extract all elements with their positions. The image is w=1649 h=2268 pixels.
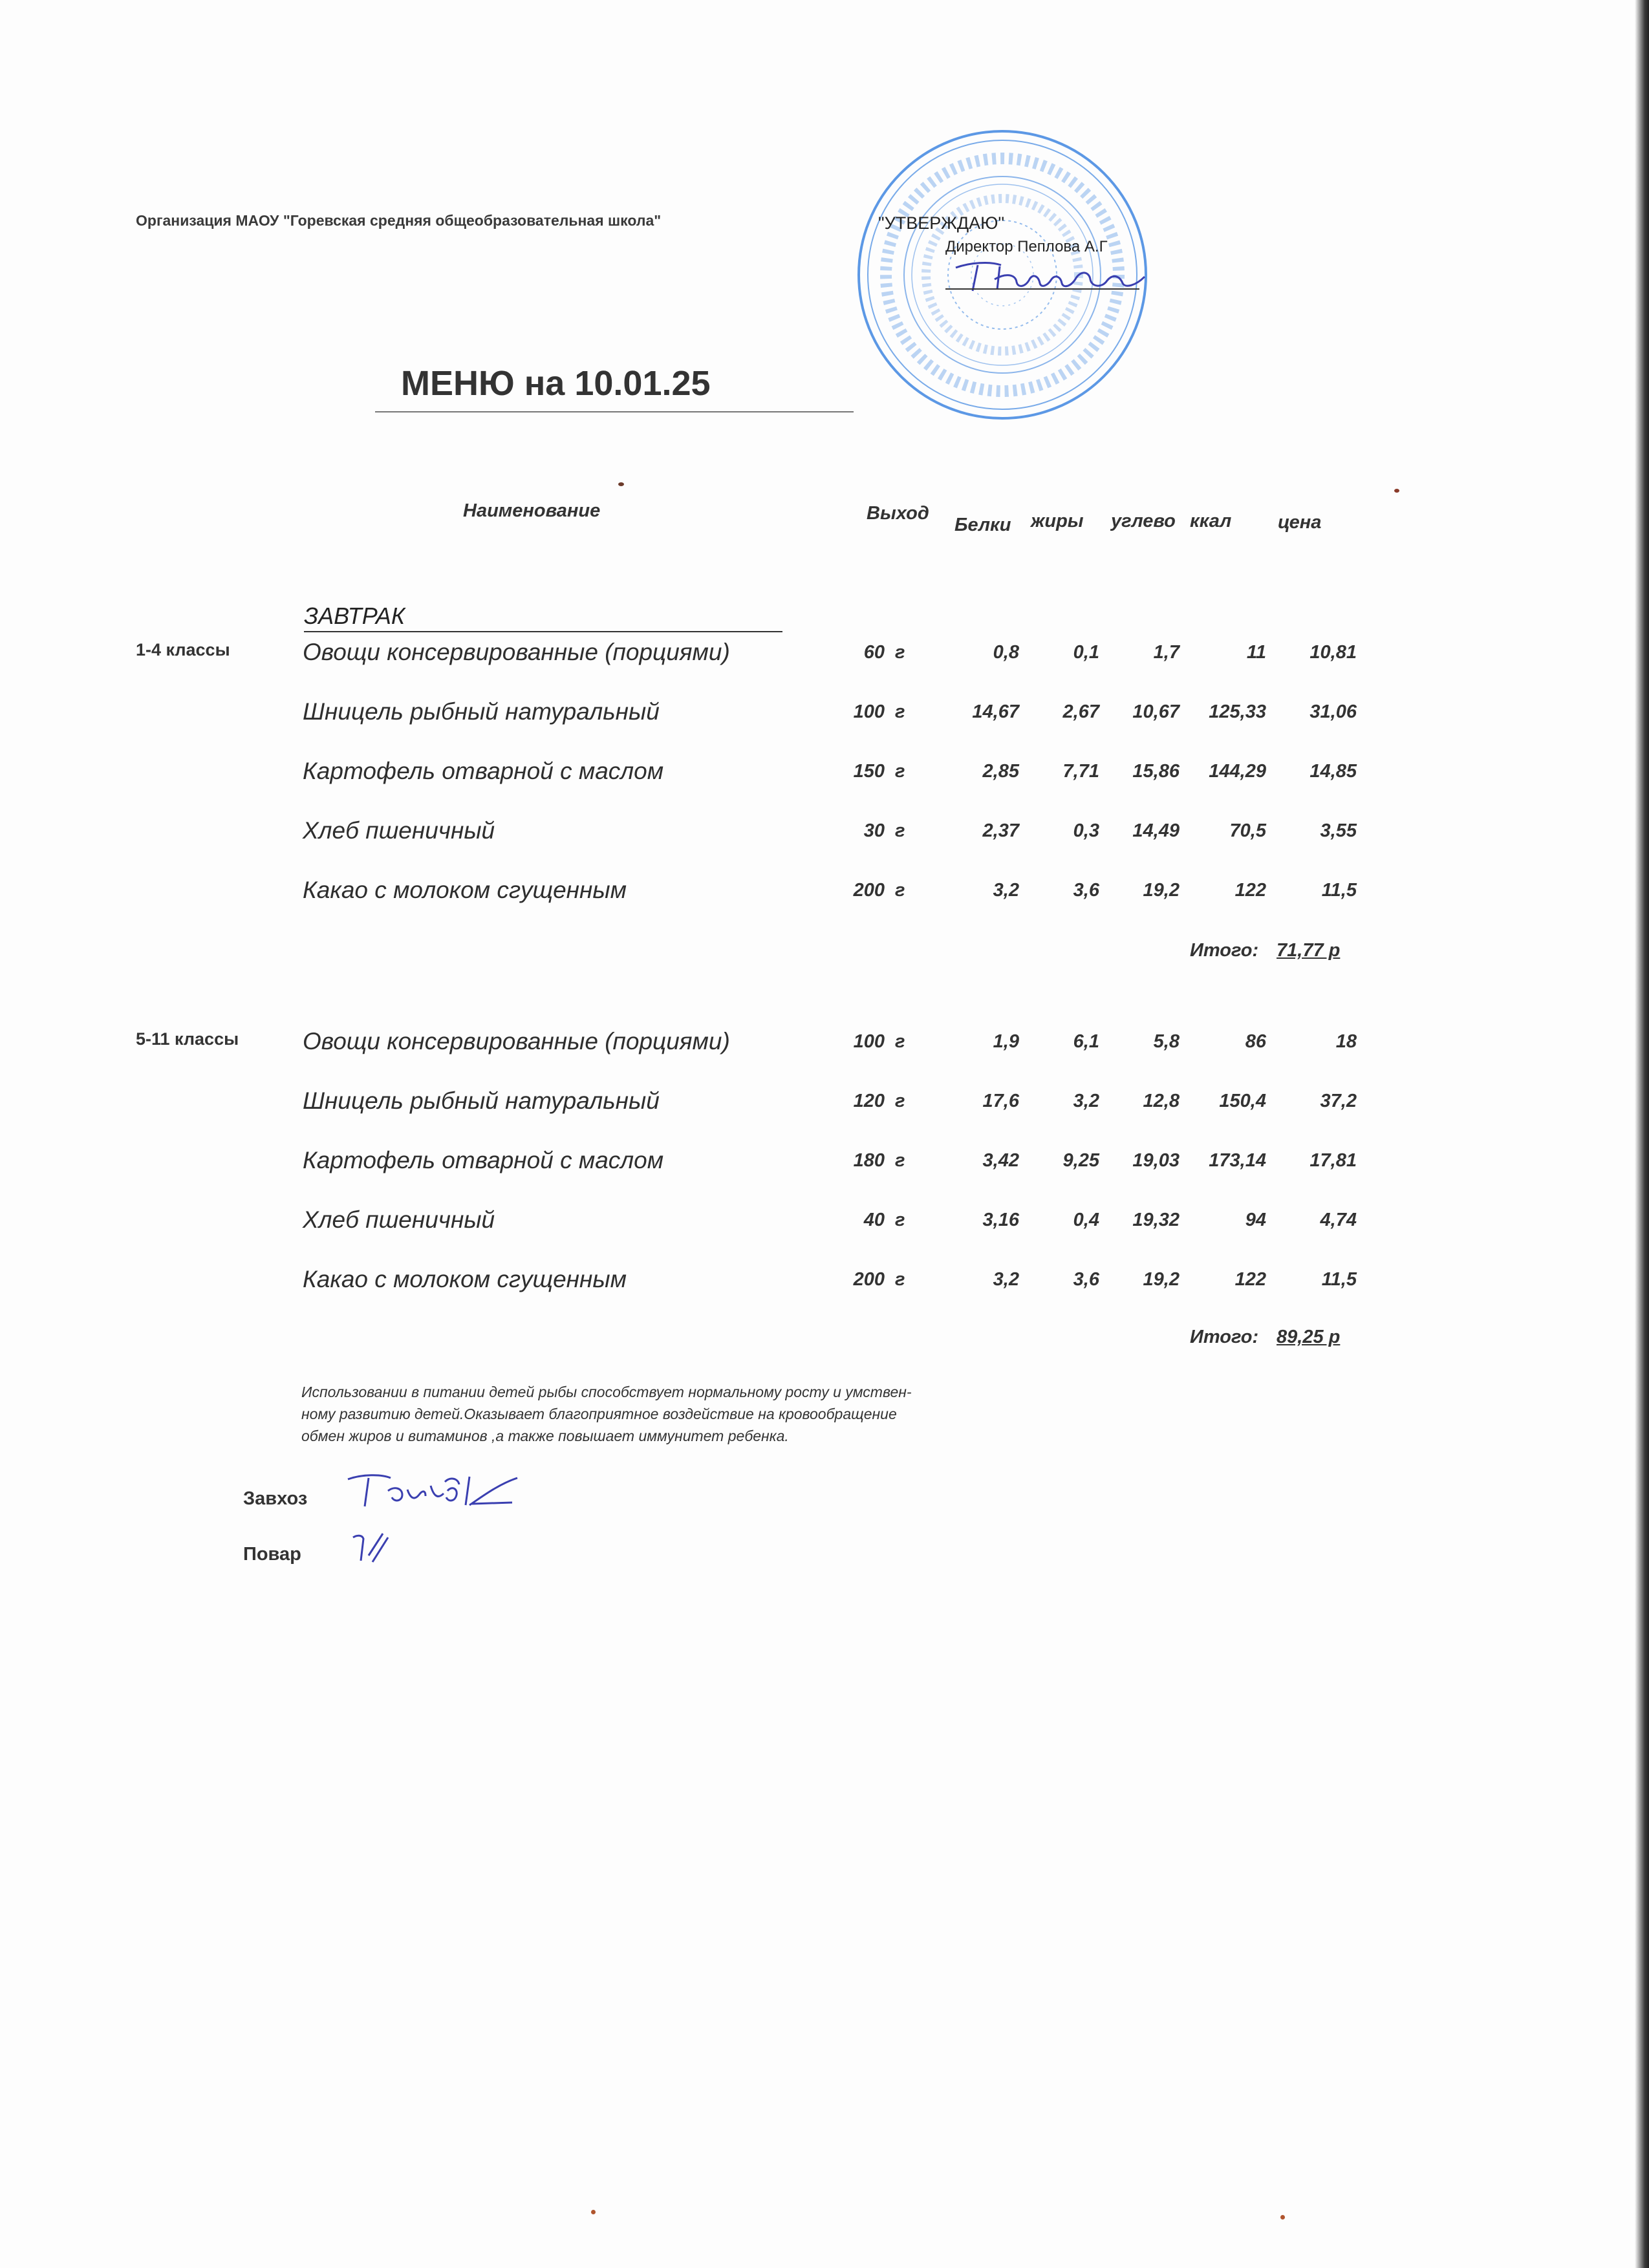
page-title: МЕНЮ на 10.01.25 xyxy=(401,364,711,403)
total-label: Итого: xyxy=(1190,940,1259,961)
dish-protein: 1,9 xyxy=(993,1031,1019,1052)
meal-underline xyxy=(304,631,782,632)
dish-fat: 0,3 xyxy=(1073,820,1099,841)
dish-name: Хлеб пшеничный xyxy=(303,1206,495,1233)
dish-unit: г xyxy=(895,761,905,782)
dish-carbs: 15,86 xyxy=(1132,761,1180,782)
dish-unit: г xyxy=(895,1210,905,1230)
storekeeper-label: Завхоз xyxy=(243,1488,308,1509)
dish-protein: 17,6 xyxy=(982,1091,1019,1111)
dish-carbs: 19,32 xyxy=(1132,1210,1180,1230)
approve-label: "УТВЕРЖДАЮ" xyxy=(878,213,1005,233)
dish-fat: 3,6 xyxy=(1073,880,1099,901)
column-header-kcal: ккал xyxy=(1190,511,1232,531)
dish-unit: г xyxy=(895,1269,905,1290)
dish-carbs: 12,8 xyxy=(1143,1091,1180,1111)
note-line: Использовании в питании детей рыбы способствует нормальному росту и умствен- xyxy=(301,1384,912,1400)
table-row xyxy=(0,1085,1649,1117)
dish-name: Овощи консервированные (порциями) xyxy=(303,1028,730,1054)
dish-kcal: 150,4 xyxy=(1219,1091,1266,1111)
scan-speck xyxy=(591,2210,596,2214)
dish-unit: г xyxy=(895,880,905,901)
total-label: Итого: xyxy=(1190,1327,1259,1347)
dish-unit: г xyxy=(895,1031,905,1052)
dish-carbs: 1,7 xyxy=(1153,642,1180,663)
dish-fat: 0,4 xyxy=(1073,1210,1099,1230)
dish-protein: 3,16 xyxy=(982,1210,1019,1230)
dish-output: 40 xyxy=(863,1210,885,1230)
table-row xyxy=(0,755,1649,787)
scan-speck xyxy=(1394,489,1399,493)
cook-signature xyxy=(349,1530,394,1568)
dish-output: 100 xyxy=(853,701,885,722)
column-header-name: Наименование xyxy=(463,500,601,521)
dish-price: 10,81 xyxy=(1310,642,1357,663)
dish-protein: 0,8 xyxy=(993,642,1019,663)
dish-output: 180 xyxy=(853,1150,885,1171)
dish-unit: г xyxy=(895,701,905,722)
dish-price: 11,5 xyxy=(1321,1269,1357,1290)
dish-price: 4,74 xyxy=(1320,1210,1357,1230)
storekeeper-signature xyxy=(343,1471,524,1517)
dish-name: Какао с молоком сгущенным xyxy=(303,1266,627,1292)
dish-name: Шницель рыбный натуральный xyxy=(303,698,660,725)
dish-kcal: 125,33 xyxy=(1209,701,1266,722)
director-line: Директор Пеплова А.Г xyxy=(945,238,1108,255)
dish-price: 11,5 xyxy=(1321,880,1357,901)
dish-kcal: 11 xyxy=(1246,642,1266,663)
dish-fat: 6,1 xyxy=(1073,1031,1099,1052)
dish-protein: 3,2 xyxy=(993,1269,1019,1290)
nutrition-note xyxy=(301,1381,1045,1447)
meal-label: ЗАВТРАК xyxy=(304,603,405,629)
dish-protein: 2,85 xyxy=(982,761,1019,782)
dish-carbs: 10,67 xyxy=(1132,701,1180,722)
scan-edge-shadow xyxy=(1635,0,1649,2268)
dish-price: 3,55 xyxy=(1320,820,1357,841)
table-row xyxy=(0,1263,1649,1296)
dish-protein: 3,42 xyxy=(982,1150,1019,1171)
dish-carbs: 19,2 xyxy=(1143,880,1180,901)
dish-fat: 7,71 xyxy=(1062,761,1099,782)
dish-kcal: 94 xyxy=(1245,1210,1266,1230)
scan-speck xyxy=(618,482,624,486)
table-row xyxy=(0,696,1649,728)
dish-kcal: 122 xyxy=(1234,1269,1266,1290)
director-signature-line xyxy=(945,288,1139,290)
table-row xyxy=(0,1204,1649,1236)
note-line: обмен жиров и витаминов ,а также повышает иммунитет ребенка. xyxy=(301,1428,789,1444)
dish-name: Картофель отварной с маслом xyxy=(303,758,664,784)
column-header-carbs: углево xyxy=(1111,511,1176,531)
dish-name: Картофель отварной с маслом xyxy=(303,1147,664,1173)
dish-fat: 9,25 xyxy=(1062,1150,1099,1171)
dish-output: 60 xyxy=(863,642,885,663)
scan-speck xyxy=(1280,2215,1285,2220)
table-row xyxy=(0,1144,1649,1177)
dish-fat: 3,6 xyxy=(1073,1269,1099,1290)
total-value: 71,77 р xyxy=(1277,940,1341,961)
group-label-1-4: 1-4 классы xyxy=(136,640,230,659)
dish-kcal: 70,5 xyxy=(1229,820,1266,841)
dish-name: Овощи консервированные (порциями) xyxy=(303,639,730,665)
total-value: 89,25 р xyxy=(1277,1327,1341,1347)
dish-protein: 3,2 xyxy=(993,880,1019,901)
dish-protein: 14,67 xyxy=(972,701,1019,722)
note-line: ному развитию детей.Оказывает благоприятное воздействие на кровообращение xyxy=(301,1406,897,1422)
table-row xyxy=(0,815,1649,847)
dish-protein: 2,37 xyxy=(982,820,1019,841)
table-row xyxy=(0,1025,1649,1058)
dish-price: 18 xyxy=(1335,1031,1357,1052)
dish-carbs: 5,8 xyxy=(1153,1031,1180,1052)
dish-output: 200 xyxy=(853,1269,885,1290)
title-underline xyxy=(375,411,854,412)
dish-name: Какао с молоком сгущенным xyxy=(303,877,627,903)
column-header-protein: Белки xyxy=(954,515,1011,535)
dish-price: 37,2 xyxy=(1320,1091,1357,1111)
dish-fat: 3,2 xyxy=(1073,1091,1099,1111)
dish-fat: 2,67 xyxy=(1062,701,1099,722)
dish-carbs: 14,49 xyxy=(1132,820,1180,841)
dish-carbs: 19,03 xyxy=(1132,1150,1180,1171)
dish-price: 17,81 xyxy=(1310,1150,1357,1171)
dish-output: 150 xyxy=(853,761,885,782)
dish-kcal: 173,14 xyxy=(1209,1150,1266,1171)
dish-output: 30 xyxy=(863,820,885,841)
dish-kcal: 86 xyxy=(1245,1031,1266,1052)
group-label-5-11: 5-11 классы xyxy=(136,1029,239,1049)
dish-carbs: 19,2 xyxy=(1143,1269,1180,1290)
dish-name: Хлеб пшеничный xyxy=(303,817,495,844)
dish-fat: 0,1 xyxy=(1073,642,1099,663)
dish-unit: г xyxy=(895,642,905,663)
dish-unit: г xyxy=(895,1150,905,1171)
dish-kcal: 122 xyxy=(1234,880,1266,901)
dish-price: 31,06 xyxy=(1310,701,1357,722)
dish-output: 200 xyxy=(853,880,885,901)
dish-kcal: 144,29 xyxy=(1209,761,1266,782)
dish-name: Шницель рыбный натуральный xyxy=(303,1087,660,1114)
cook-label: Повар xyxy=(243,1544,301,1565)
table-row xyxy=(0,636,1649,669)
column-header-output: Выход xyxy=(867,503,929,524)
column-header-price: цена xyxy=(1278,512,1322,533)
dish-output: 120 xyxy=(853,1091,885,1111)
organization-name: Организация МАОУ "Горевская средняя общеобразовательная школа" xyxy=(136,212,662,229)
table-row xyxy=(0,874,1649,906)
director-signature xyxy=(944,253,1151,299)
dish-unit: г xyxy=(895,820,905,841)
column-header-fat: жиры xyxy=(1031,511,1084,531)
dish-output: 100 xyxy=(853,1031,885,1052)
dish-price: 14,85 xyxy=(1310,761,1357,782)
dish-unit: г xyxy=(895,1091,905,1111)
